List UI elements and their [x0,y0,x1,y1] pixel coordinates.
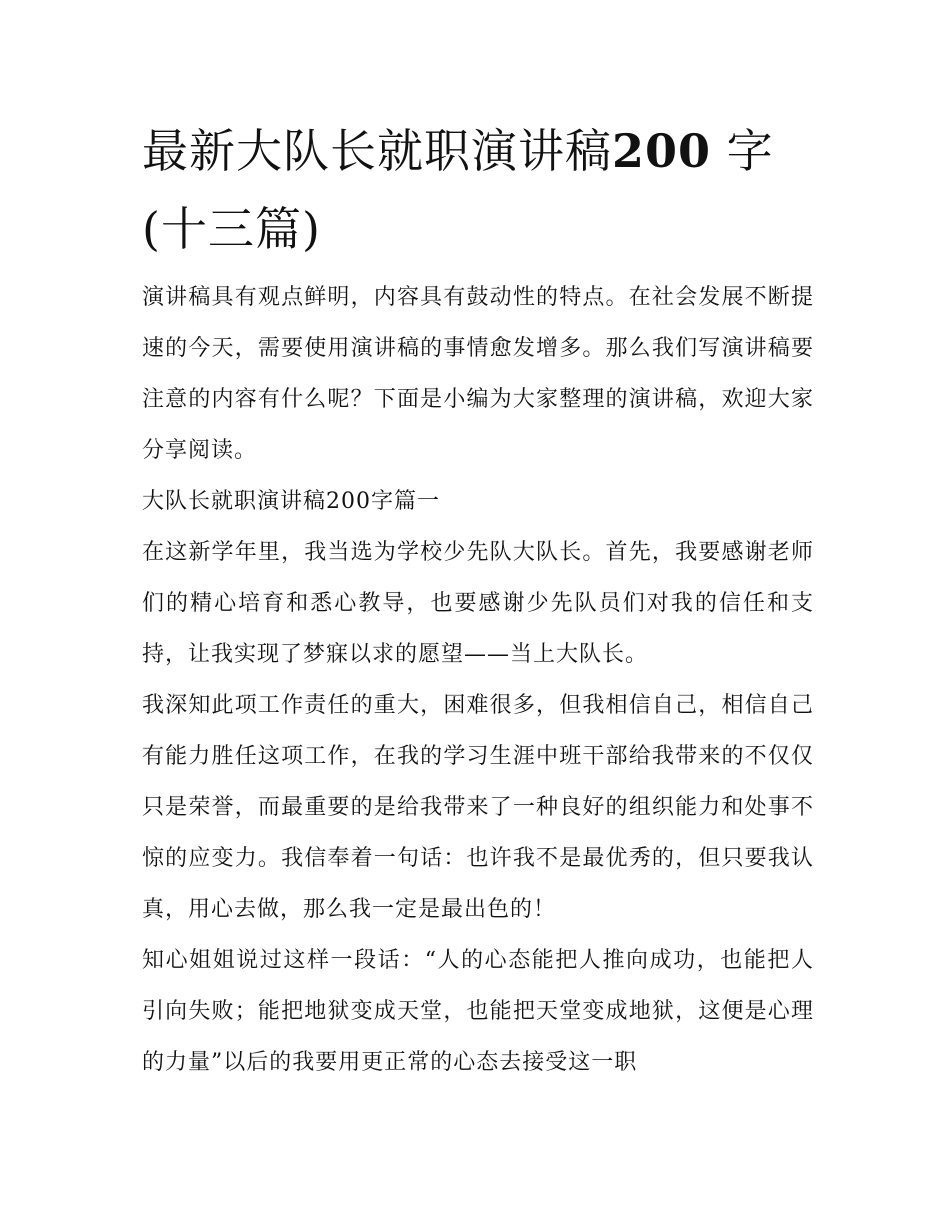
intro-paragraph: 演讲稿具有观点鲜明，内容具有鼓动性的特点。在社会发展不断提速的今天，需要使用演讲稿的事情愈发增多。那么我们写演讲稿要注意的内容有什么呢？下面是小编为大家整理的演讲稿，欢迎大家分享阅读。 [142,285,814,463]
title-text: 最新大队长就职演讲稿 [142,124,612,178]
body-paragraph: 知心姐姐说过这样一段话：“人的心态能把人推向成功，也能把人引向失败；能把地狱变成天堂，也能把天堂变成地狱，这便是心理的力量”以后的我要用更正常的心态去接受这一职 [142,948,814,1075]
title-suffix: 字 [726,124,774,178]
section-heading: 大队长就职演讲稿200字篇一 [142,489,440,514]
title-number: 200 [612,124,712,178]
body-paragraph: 我深知此项工作责任的重大，困难很多，但我相信自己，相信自己有能力胜任这项工作，在我的学习生涯中班干部给我带来的不仅仅只是荣誉，而最重要的是给我带来了一种良好的组织能力和处事不惊的应变力。我信奉着一句话：也许我不是最优秀的，但只要我认真，用心去做，那么我一定是最出色的！ [142,693,814,922]
title-subtitle: (十三篇) [142,202,321,256]
document-title [142,112,814,268]
body-paragraph: 在这新学年里，我当选为学校少先队大队长。首先，我要感谢老师们的精心培育和悉心教导，也要感谢少先队员们对我的信任和支持，让我实现了梦寐以求的愿望——当上大队长。 [142,540,814,667]
document-page [142,112,814,1088]
